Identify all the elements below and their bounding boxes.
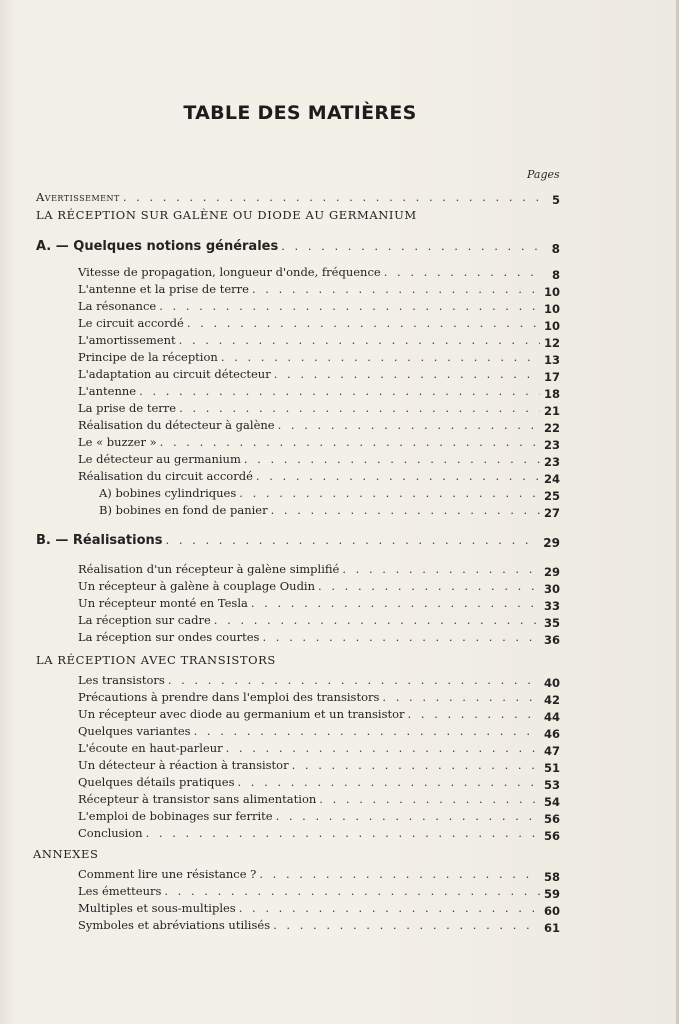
toc-entry-page: 8	[551, 268, 560, 279]
dot-leader	[251, 596, 540, 610]
dot-leader	[238, 775, 540, 789]
dot-leader	[221, 350, 540, 364]
toc-entry-text: Récepteur à transistor sans alimentation	[78, 792, 317, 806]
dot-leader	[146, 826, 540, 840]
toc-entry-text: Précautions à prendre dans l'emploi des transistors	[78, 690, 380, 704]
toc-entry-page: 10	[543, 319, 560, 330]
toc-entry-page: 24	[543, 472, 560, 483]
toc-entry	[78, 673, 560, 687]
section-heading-b	[36, 533, 560, 548]
toc-entry	[78, 758, 560, 772]
section-heading-a	[36, 239, 560, 254]
toc-entry	[78, 775, 560, 789]
toc-entry-page: 58	[543, 870, 560, 881]
dot-leader	[166, 533, 540, 547]
toc-entry-page: 29	[543, 565, 560, 576]
dot-leader	[276, 809, 540, 823]
dot-leader	[274, 367, 540, 381]
dot-leader	[382, 690, 540, 704]
toc-entry-page: 25	[543, 489, 560, 500]
toc-entry	[78, 613, 560, 627]
toc-entry	[78, 435, 560, 449]
toc-entry-text: Les transistors	[78, 673, 165, 687]
toc-entry-text: La réception sur cadre	[78, 613, 211, 627]
dot-leader	[187, 316, 540, 330]
toc-entry-text: Vitesse de propagation, longueur d'onde, fréquence	[78, 265, 381, 279]
dot-leader	[179, 401, 540, 415]
toc-entry-page: 51	[543, 761, 560, 772]
toc-entry-text: Réalisation du détecteur à galène	[78, 418, 275, 432]
part-heading-annexes: ANNEXES	[33, 847, 99, 861]
toc-entry-text: Réalisation d'un récepteur à galène simplifié	[78, 562, 340, 576]
toc-entry-text: L'adaptation au circuit détecteur	[78, 367, 271, 381]
dot-leader	[239, 901, 540, 915]
dot-leader	[384, 265, 542, 279]
part-heading-transistors: LA RÉCEPTION AVEC TRANSISTORS	[36, 653, 276, 667]
toc-entry-text: Les émetteurs	[78, 884, 162, 898]
toc-entry-page: 44	[543, 710, 560, 721]
toc-subentry	[99, 503, 560, 517]
toc-entry-text: L'antenne	[78, 384, 137, 398]
toc-entry	[78, 707, 560, 721]
toc-entry-page: 35	[543, 616, 560, 627]
toc-entry-page: 42	[543, 693, 560, 704]
toc-subentry	[99, 486, 560, 500]
toc-entry	[78, 384, 560, 398]
toc-entry	[78, 918, 560, 932]
toc-entry	[78, 401, 560, 415]
toc-entry-text: L'écoute en haut-parleur	[78, 741, 223, 755]
dot-leader	[273, 918, 540, 932]
toc-entry-page: 13	[543, 353, 560, 364]
toc-entry-page: 47	[543, 744, 560, 755]
toc-entry-page: 12	[543, 336, 560, 347]
toc-entry-text: Un détecteur à réaction à transistor	[78, 758, 289, 772]
toc-entry-text: Le « buzzer »	[78, 435, 157, 449]
dot-leader	[164, 884, 540, 898]
toc-entry-page: 18	[543, 387, 560, 398]
toc-entry	[78, 792, 560, 806]
toc-entry	[78, 741, 560, 755]
toc-entry-text: Symboles et abréviations utilisés	[78, 918, 271, 932]
dot-leader	[139, 384, 540, 398]
toc-entry	[78, 826, 560, 840]
toc-entry-page: 21	[543, 404, 560, 415]
dot-leader	[239, 486, 540, 500]
toc-entry-page: 30	[543, 582, 560, 593]
toc-entry	[78, 724, 560, 738]
toc-entry-text: Un récepteur à galène à couplage Oudin	[78, 579, 316, 593]
dot-leader	[281, 239, 542, 253]
toc-entry-page: 5	[551, 193, 560, 204]
dot-leader	[319, 792, 540, 806]
toc-entry-text: Le circuit accordé	[78, 316, 184, 330]
section-title: B. — Réalisations	[36, 533, 163, 548]
toc-entry-text: La réception sur ondes courtes	[78, 630, 260, 644]
toc-entry	[78, 867, 560, 881]
toc-entry	[78, 596, 560, 610]
dot-leader	[179, 333, 540, 347]
toc-entry	[78, 690, 560, 704]
toc-entry	[78, 316, 560, 330]
toc-entry-text: La prise de terre	[78, 401, 177, 415]
dot-leader	[123, 190, 542, 204]
toc-entry-page: 53	[543, 778, 560, 789]
toc-entry-page: 33	[543, 599, 560, 610]
toc-entry	[78, 630, 560, 644]
dot-leader	[168, 673, 540, 687]
toc-entry-text: L'emploi de bobinages sur ferrite	[78, 809, 273, 823]
toc-entry-text: Conclusion	[78, 826, 143, 840]
toc-entry	[78, 901, 560, 915]
dot-leader	[194, 724, 540, 738]
toc-entry-page: 40	[543, 676, 560, 687]
dot-leader	[256, 469, 540, 483]
toc-entry	[78, 884, 560, 898]
toc-entry-text: Quelques détails pratiques	[78, 775, 235, 789]
dot-leader	[160, 435, 540, 449]
toc-entry	[78, 452, 560, 466]
toc-entry	[78, 367, 560, 381]
toc-entry	[78, 809, 560, 823]
toc-entry	[78, 418, 560, 432]
toc-entry-page: 60	[543, 904, 560, 915]
toc-entry-page: 56	[543, 812, 560, 823]
dot-leader	[252, 282, 540, 296]
dot-leader	[292, 758, 540, 772]
toc-entry-page: 46	[543, 727, 560, 738]
toc-entry-text: Avertissement	[36, 190, 120, 204]
toc-entry	[78, 333, 560, 347]
toc-entry-text: L'antenne et la prise de terre	[78, 282, 249, 296]
section-title: A. — Quelques notions générales	[36, 239, 279, 254]
toc-entry-page: 17	[543, 370, 560, 381]
toc-entry-text: Multiples et sous-multiples	[78, 901, 236, 915]
toc-entry-page: 23	[543, 438, 560, 449]
toc-entry-avertissement	[36, 190, 560, 204]
toc-entry-text: La résonance	[78, 299, 157, 313]
dot-leader	[262, 630, 540, 644]
dot-leader	[214, 613, 540, 627]
toc-entry-page: 22	[543, 421, 560, 432]
toc-entry	[78, 579, 560, 593]
toc-entry-page: 61	[543, 921, 560, 932]
toc-entry-text: Le détecteur au germanium	[78, 452, 241, 466]
toc-entry-text: Un récepteur monté en Tesla	[78, 596, 248, 610]
section-page: 8	[551, 242, 560, 254]
toc-entry-text: B) bobines en fond de panier	[99, 503, 268, 517]
toc-entry-text: Quelques variantes	[78, 724, 191, 738]
dot-leader	[408, 707, 540, 721]
dot-leader	[244, 452, 540, 466]
section-page: 29	[543, 536, 560, 548]
toc-entry-page: 59	[543, 887, 560, 898]
dot-leader	[159, 299, 540, 313]
toc-entry-text: Comment lire une résistance ?	[78, 867, 257, 881]
toc-entry-text: A) bobines cylindriques	[99, 486, 237, 500]
dot-leader	[226, 741, 540, 755]
toc-entry	[78, 562, 560, 576]
toc-entry-page: 10	[543, 285, 560, 296]
toc-entry	[78, 265, 560, 279]
toc-entry-text: Réalisation du circuit accordé	[78, 469, 253, 483]
toc-entry	[78, 469, 560, 483]
dot-leader	[278, 418, 540, 432]
toc-entry-text: L'amortissement	[78, 333, 176, 347]
toc-entry-page: 36	[543, 633, 560, 644]
page-title: TABLE DES MATIÈRES	[183, 102, 417, 124]
toc-entry-page: 54	[543, 795, 560, 806]
toc-entry-page: 23	[543, 455, 560, 466]
dot-leader	[318, 579, 540, 593]
dot-leader	[342, 562, 540, 576]
toc-entry-text: Principe de la réception	[78, 350, 218, 364]
pages-column-label: Pages	[527, 168, 560, 181]
toc-entry	[78, 299, 560, 313]
toc-entry	[78, 282, 560, 296]
part-heading-galene: LA RÉCEPTION SUR GALÈNE OU DIODE AU GERMANIUM	[36, 208, 417, 222]
toc-entry-page: 56	[543, 829, 560, 840]
toc-entry	[78, 350, 560, 364]
toc-entry-text: Un récepteur avec diode au germanium et un transistor	[78, 707, 405, 721]
dot-leader	[271, 503, 540, 517]
dot-leader	[259, 867, 540, 881]
toc-entry-page: 27	[543, 506, 560, 517]
toc-entry-page: 10	[543, 302, 560, 313]
